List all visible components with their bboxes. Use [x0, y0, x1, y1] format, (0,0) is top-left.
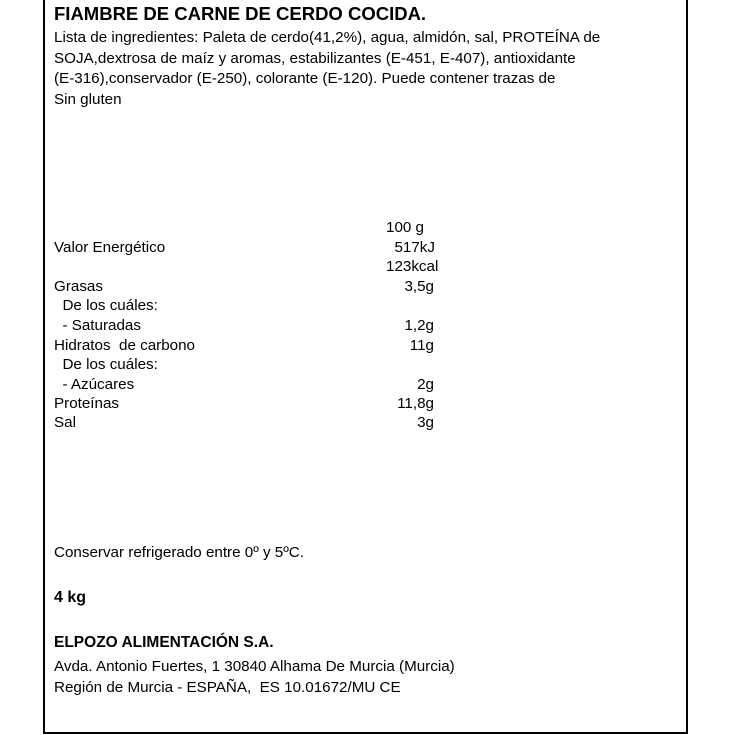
net-weight: 4 kg: [54, 589, 87, 606]
nutrient-value: 3,5g: [404, 278, 434, 295]
nutrient-label: Grasas: [54, 278, 103, 295]
nutrition-row: [54, 376, 434, 396]
address-line-1: Avda. Antonio Fuertes, 1 30840 Alhama De Murcia (Murcia): [54, 658, 455, 675]
nutrient-label: Hidratos de carbono: [54, 337, 195, 354]
energy-label: Valor Energético: [54, 239, 166, 256]
company-name: ELPOZO ALIMENTACIÓN S.A.: [54, 634, 274, 651]
nutrient-value: 2g: [417, 376, 434, 393]
energy-kcal: 123kcal: [386, 258, 439, 275]
nutrient-value: 11g: [409, 337, 434, 354]
nutrient-label: Sal: [54, 414, 76, 431]
storage-instructions: Conservar refrigerado entre 0º y 5ºC.: [54, 544, 304, 561]
nutrition-row: [54, 297, 434, 317]
ingredients-line-2: SOJA,dextrosa de maíz y aromas, estabilizantes (E-451, E-407), antioxidante: [54, 49, 576, 67]
nutrient-label: De los cuáles:: [54, 297, 158, 314]
ingredients-block: [54, 28, 674, 90]
company-address: [54, 656, 455, 698]
nutrition-row: [54, 317, 434, 337]
nutrient-label: - Azúcares: [54, 376, 135, 393]
address-line-2: Región de Murcia - ESPAÑA, ES 10.01672/MU CE: [54, 679, 401, 696]
nutrition-row: [54, 414, 434, 434]
ingredients-line-3: (E-316),conservador (E-250), colorante (E-120). Puede contener trazas de: [54, 70, 556, 87]
nutrient-value: 3g: [417, 414, 434, 431]
nutrient-label: Proteínas: [54, 395, 120, 412]
nutrient-value: 1,2g: [404, 317, 434, 334]
nutrient-label: De los cuáles:: [54, 356, 158, 373]
nutrient-label: - Saturadas: [54, 317, 141, 334]
nutrition-row: [54, 278, 434, 298]
product-title: FIAMBRE DE CARNE DE CERDO COCIDA.: [54, 3, 427, 24]
gluten-statement: Sin gluten: [54, 91, 122, 108]
nutrition-row: [54, 337, 434, 357]
nutrition-row: [54, 356, 434, 376]
nutrient-value: 11,8g: [397, 395, 434, 412]
energy-kj: 517kJ: [394, 239, 435, 256]
ingredients-line-1: Lista de ingredientes: Paleta de cerdo(41,2%), agua, almidón, sal, PROTEÍNA de: [54, 29, 601, 46]
nutrition-per-header: 100 g: [386, 219, 425, 236]
nutrition-row: [54, 395, 434, 415]
nutrition-row-energy: [54, 239, 434, 259]
